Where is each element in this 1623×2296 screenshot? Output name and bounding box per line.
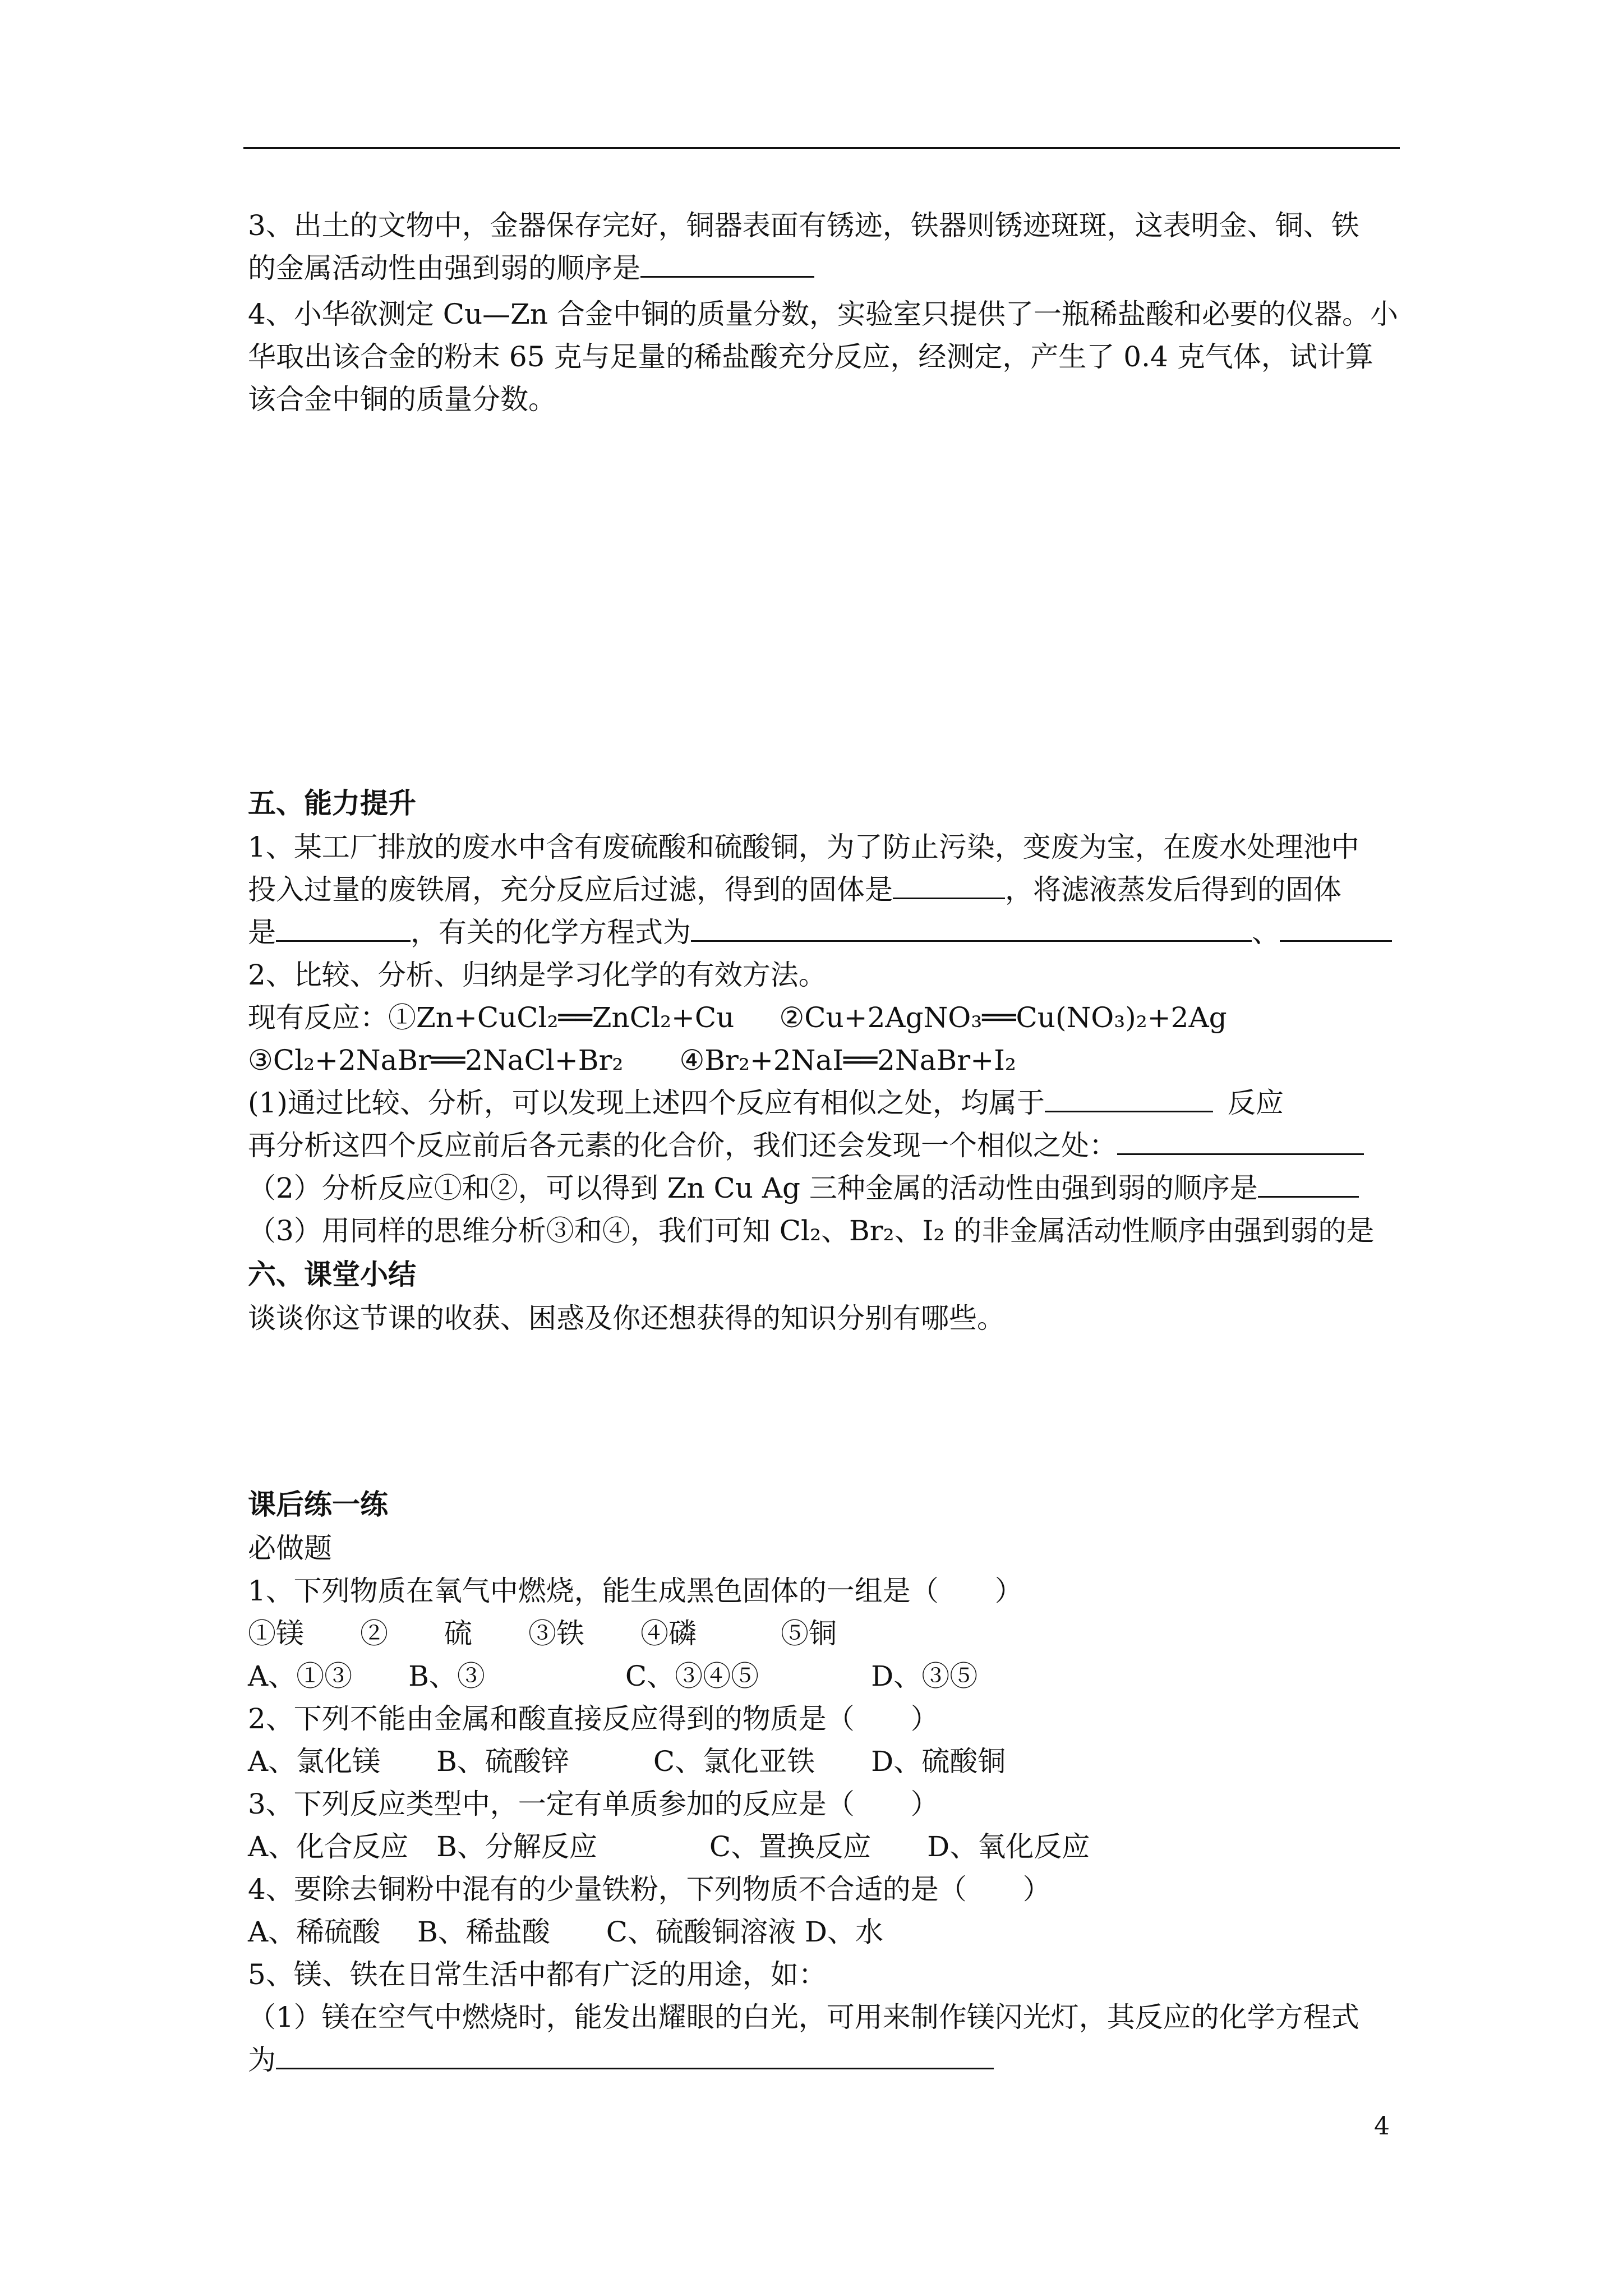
s5-q1-text-d: ，有关的化学方程式为 (411, 916, 691, 949)
answer-blank[interactable] (1258, 1171, 1359, 1198)
q3-line1: 3、出土的文物中，金器保存完好，铜器表面有锈迹，铁器则锈迹斑斑，这表明金、铜、铁 (248, 209, 1359, 242)
hw-q3-options: A、化合反应 B、分解反应 C、置换反应 D、氧化反应 (248, 1830, 1090, 1863)
answer-blank[interactable] (640, 251, 814, 278)
hw-q5-sub1b (248, 2042, 994, 2078)
s5-sub2 (248, 1170, 1359, 1206)
q3-line2 (248, 250, 814, 286)
homework-subheading: 必做题 (248, 1532, 332, 1565)
equation-blank[interactable] (1280, 915, 1392, 942)
page-number: 4 (1374, 2112, 1390, 2141)
s5-q1-text-b: ，将滤液蒸发后得到的固体 (1005, 873, 1341, 906)
header-rule (243, 147, 1400, 149)
answer-blank[interactable] (276, 915, 411, 942)
hw-q3: 3、下列反应类型中，一定有单质参加的反应是（ ） (248, 1788, 939, 1820)
hw-q5-sub1: （1）镁在空气中燃烧时，能发出耀眼的白光，可用来制作镁闪光灯，其反应的化学方程式 (248, 2001, 1359, 2033)
answer-blank[interactable] (893, 873, 1005, 899)
sub1-suffix: 反应 (1227, 1087, 1284, 1119)
q4-line3: 该合金中铜的质量分数。 (248, 383, 556, 416)
answer-blank[interactable] (1117, 1129, 1364, 1155)
sub2-text: （2）分析反应①和②，可以得到 Zn Cu Ag 三种金属的活动性由强到弱的顺序是 (248, 1172, 1258, 1204)
equation-blank[interactable] (276, 2043, 994, 2069)
s5-sub1c (248, 1128, 1364, 1163)
sub1-text: (1)通过比较、分析，可以发现上述四个反应有相似之处，均属于 (248, 1087, 1045, 1119)
hw-q1-options: A、①③ B、③ C、③④⑤ D、③⑤ (248, 1660, 978, 1692)
s5-q1-text-c: 是 (248, 916, 276, 949)
section6-heading: 六、课堂小结 (248, 1258, 416, 1291)
hw-q5-sub1b-text: 为 (248, 2044, 276, 2076)
reactions-intro: 现有反应： (248, 1001, 388, 1034)
s5-reactions-row1 (248, 1000, 1227, 1036)
hw-q5: 5、镁、铁在日常生活中都有广泛的用途，如： (248, 1958, 827, 1991)
reaction-4: ④Br₂+2NaI══2NaBr+I₂ (679, 1044, 1016, 1076)
s5-q1-line1: 1、某工厂排放的废水中含有废硫酸和硫酸铜，为了防止污染，变废为宝，在废水处理池中 (248, 831, 1359, 863)
hw-q4: 4、要除去铜粉中混有的少量铁粉，下列物质不合适的是（ ） (248, 1873, 1051, 1906)
reaction-2: ②Cu+2AgNO₃══Cu(NO₃)₂+2Ag (779, 1001, 1227, 1034)
equation-blank[interactable] (691, 915, 1252, 942)
s5-q2-line1: 2、比较、分析、归纳是学习化学的有效方法。 (248, 959, 827, 991)
hw-q4-options: A、稀硫酸 B、稀盐酸 C、硫酸铜溶液 D、水 (248, 1916, 883, 1948)
reaction-3: ③Cl₂+2NaBr══2NaCl+Br₂ (248, 1044, 624, 1076)
s5-q1-text-a: 投入过量的废铁屑，充分反应后过滤，得到的固体是 (248, 873, 893, 906)
hw-q1-items: ①镁 ② 硫 ③铁 ④磷 ⑤铜 (248, 1617, 837, 1650)
hw-q1: 1、下列物质在氧气中燃烧，能生成黑色固体的一组是（ ） (248, 1575, 1023, 1607)
hw-q2-options: A、氯化镁 B、硫酸锌 C、氯化亚铁 D、硫酸铜 (248, 1745, 1006, 1778)
s5-sub1 (248, 1085, 1284, 1121)
s5-q1-line2 (248, 872, 1341, 908)
section5-heading: 五、能力提升 (248, 786, 416, 820)
q3-text: 的金属活动性由强到弱的顺序是 (248, 252, 640, 284)
answer-blank[interactable] (1045, 1086, 1213, 1112)
s5-reactions-row2 (248, 1042, 1016, 1078)
q4-line2: 华取出该合金的粉末 65 克与足量的稀盐酸充分反应，经测定，产生了 0.4 克气体，试计算 (248, 341, 1373, 373)
sub1c-text: 再分析这四个反应前后各元素的化合价，我们还会发现一个相似之处： (248, 1129, 1117, 1162)
homework-heading: 课后练一练 (248, 1488, 388, 1521)
s5-q1-sep: 、 (1252, 916, 1280, 949)
section6-text: 谈谈你这节课的收获、困惑及你还想获得的知识分别有哪些。 (248, 1302, 1005, 1335)
s5-sub3: （3）用同样的思维分析③和④，我们可知 Cl₂、Br₂、I₂ 的非金属活动性顺序由强到弱的是 (248, 1214, 1375, 1247)
hw-q2: 2、下列不能由金属和酸直接反应得到的物质是（ ） (248, 1703, 939, 1735)
s5-q1-line3 (248, 914, 1392, 950)
q4-line1: 4、小华欲测定 Cu—Zn 合金中铜的质量分数，实验室只提供了一瓶稀盐酸和必要的仪器。小 (248, 298, 1398, 330)
reaction-1: ①Zn+CuCl₂══ZnCl₂+Cu (388, 1001, 735, 1034)
